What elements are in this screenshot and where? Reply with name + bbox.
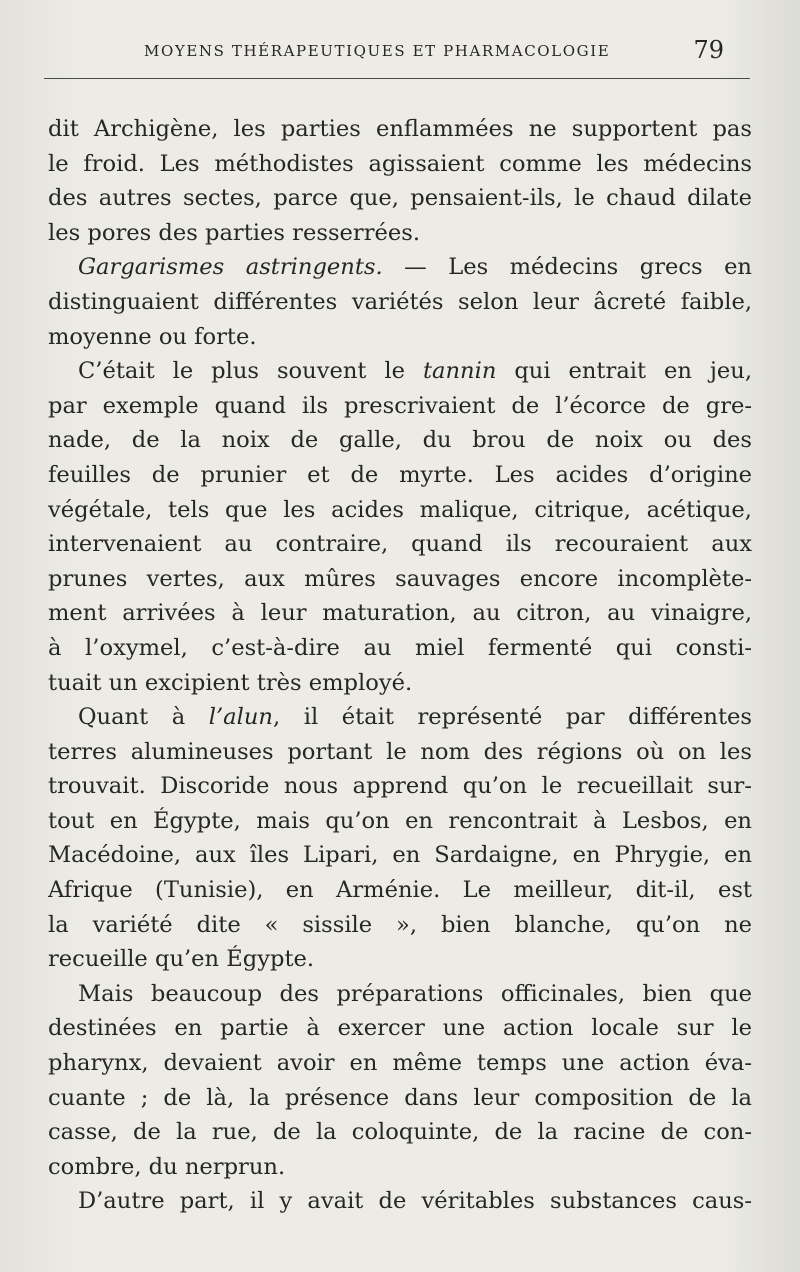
- text-line: intervenaient au contraire, quand ils recouraient aux: [48, 531, 752, 558]
- text-line: tuait un excipient très employé.: [48, 669, 413, 696]
- text-line: [48, 354, 752, 389]
- text-line: combre, du nerprun.: [48, 1153, 286, 1180]
- running-header: [44, 30, 750, 79]
- text-segment: — Les médecins grecs en: [382, 254, 752, 281]
- text-line: prunes vertes, aux mûres sauvages encore incomplète-: [48, 565, 752, 592]
- text-line: ment arrivées à leur maturation, au citron, au vinaigre,: [48, 600, 752, 627]
- text-line: casse, de la rue, de la coloquinte, de la racine de con-: [48, 1119, 752, 1146]
- text-line: recueille qu’en Égypte.: [48, 946, 315, 973]
- page-number: 79: [693, 36, 724, 64]
- text-line: feuilles de prunier et de myrte. Les acides d’origine: [48, 461, 752, 488]
- text-segment: , il était représenté par différentes: [272, 704, 752, 731]
- text-segment: qui entrait en jeu,: [496, 358, 752, 385]
- text-line: [48, 700, 752, 735]
- text-line: Afrique (Tunisie), en Arménie. Le meilleur, dit-il, est: [48, 877, 752, 904]
- text-line: dit Archigène, les parties enflammées ne supportent pas: [48, 116, 752, 142]
- text-line: Mais beaucoup des préparations officinales, bien que: [78, 980, 752, 1007]
- text-line: Macédoine, aux îles Lipari, en Sardaigne, en Phrygie, en: [48, 842, 752, 869]
- text-line: destinées en partie à exercer une action locale sur le: [48, 1015, 752, 1042]
- text-line: tout en Égypte, mais qu’on en rencontrait à Lesbos, en: [48, 807, 752, 834]
- text-line: végétale, tels que les acides malique, citrique, acétique,: [48, 496, 752, 523]
- text-line: distinguaient différentes variétés selon leur âcreté faible,: [48, 288, 752, 315]
- text-line: trouvait. Discoride nous apprend qu’on le recueillait sur-: [48, 773, 752, 800]
- text-line: par exemple quand ils prescrivaient de l’écorce de gre-: [48, 392, 752, 419]
- body-text: [48, 112, 752, 1219]
- text-line: terres alumineuses portant le nom des régions où on les: [48, 738, 752, 765]
- text-segment: C’était le plus souvent le: [78, 358, 423, 385]
- text-line: [48, 250, 752, 285]
- text-line: cuante ; de là, la présence dans leur composition de la: [48, 1084, 752, 1111]
- text-segment: Quant à: [78, 704, 209, 731]
- text-line: le froid. Les méthodistes agissaient comme les médecins: [48, 150, 752, 177]
- text-line: pharynx, devaient avoir en même temps une action éva-: [48, 1050, 752, 1077]
- text-line: à l’oxymel, c’est-à-dire au miel fermenté qui consti-: [48, 634, 752, 661]
- text-line: moyenne ou forte.: [48, 323, 257, 350]
- running-title: MOYENS THÉRAPEUTIQUES ET PHARMACOLOGIE: [144, 42, 611, 60]
- italic-term: Gargarismes astringents.: [78, 254, 383, 281]
- italic-term: l’alun: [208, 704, 273, 731]
- text-line: D’autre part, il y avait de véritables substances caus-: [78, 1188, 752, 1215]
- text-line: nade, de la noix de galle, du brou de noix ou des: [48, 427, 752, 454]
- text-line: des autres sectes, parce que, pensaient-ils, le chaud dilate: [48, 185, 752, 212]
- text-line: la variété dite « sissile », bien blanche, qu’on ne: [48, 911, 752, 938]
- italic-term: tannin: [422, 358, 497, 385]
- text-line: les pores des parties resserrées.: [48, 219, 421, 246]
